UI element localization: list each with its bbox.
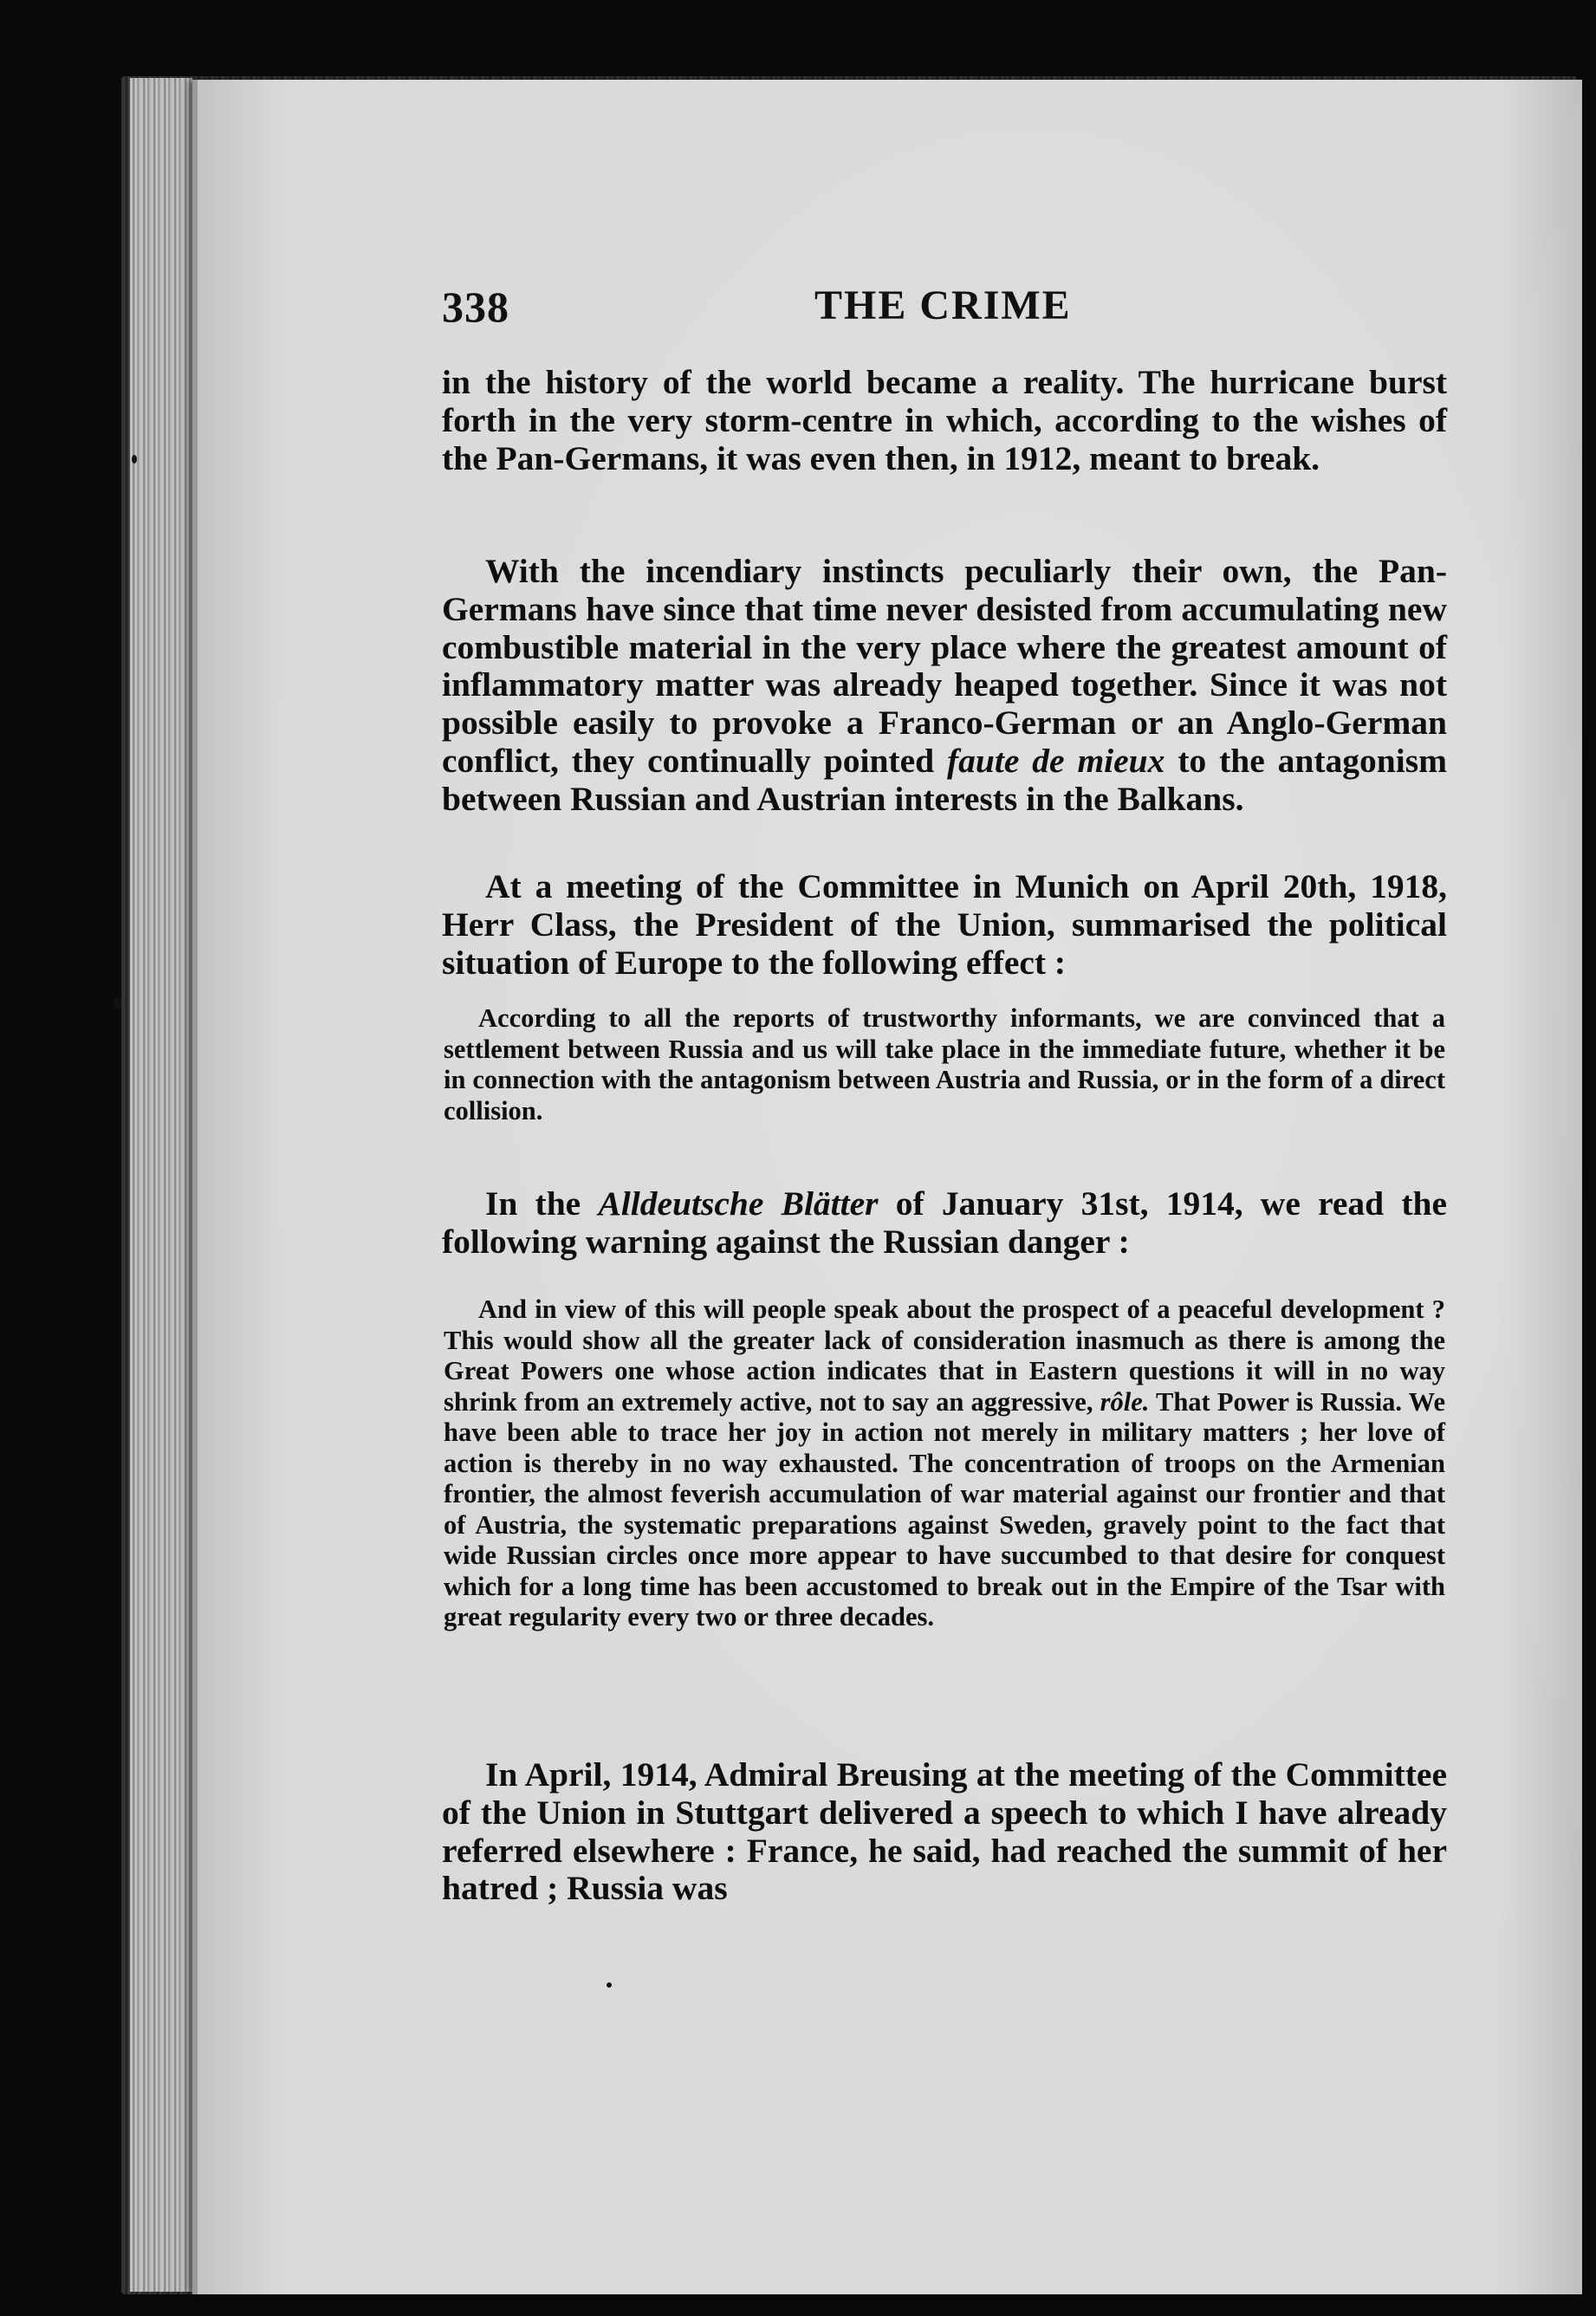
paragraph-4-italic: Alldeutsche Blätter (598, 1184, 879, 1223)
running-head (442, 282, 1447, 342)
scan-speck (113, 996, 121, 1010)
paragraph-2-text: With the incendiary instincts peculiarly their own, the Pan-Germans have since that time never desisted from accumulating new combustible material in the very place where the greatest amount of inflammatory matter was already heaped together. Since it was not possible easily to provoke a Franco-German or an Anglo-German conflict, they continually pointed (442, 552, 1447, 780)
paragraph-breusing (442, 1756, 1447, 1908)
paragraph-2 (442, 553, 1447, 819)
running-title: THE CRIME (814, 282, 1072, 328)
quotation-2-italic: rôle. (1100, 1386, 1150, 1417)
paragraph-incendiary (442, 553, 1447, 819)
page-edges (130, 78, 192, 2292)
paragraph-2-end: to the antagonism between Russian and Austrian interests in the Balkans. (442, 741, 1448, 818)
page-number: 338 (442, 282, 509, 331)
paragraph-4 (442, 1185, 1447, 1262)
paragraph-continuation (442, 364, 1447, 477)
scan-speck (132, 455, 137, 464)
paragraph-alldeutsche (442, 1185, 1447, 1262)
quotation-1 (442, 1003, 1447, 1126)
paragraph-2-italic: faute de mieux (947, 741, 1165, 780)
paragraph-1: in the history of the world became a reality. The hurricane burst forth in the very storm-centre in which, according to the wishes of the Pan-Germans, it was even then, in 1912, meant to break. (442, 363, 1447, 477)
paragraph-meeting (442, 868, 1447, 982)
paragraph-3: At a meeting of the Committee in Munich on April 20th, 1918, Herr Class, the President of the Union, summarised the political situation of Europe to the following effect : (442, 867, 1447, 982)
quotation-2-text (442, 1294, 1447, 1633)
quotation-2 (442, 1294, 1447, 1633)
paragraph-4-end: of January 31st, 1914, we read the following warning against the Russian danger : (442, 1184, 1448, 1261)
quotation-2-start: And in view of this will people speak about the prospect of a peaceful development ? This would show all the greater lack of consideration inasmuch as there is among the Great Powers one whose action indicates that in Eastern questions it will in no way shrink from an extremely active, not to say an aggressive, (444, 1294, 1445, 1417)
paragraph-4-start: In the (485, 1184, 581, 1223)
quotation-1-text: According to all the reports of trustworthy informants, we are convinced that a settlement between Russia and us will take place in the immediate future, whether it be in connection with the antagonism between Austria and Russia, or in the form of a direct collision. (444, 1003, 1445, 1126)
paragraph-5: In April, 1914, Admiral Breusing at the meeting of the Committee of the Union in Stuttgart delivered a speech to which I have already referred elsewhere : France, he said, had reached the summit of her hatred ; Russia was (442, 1755, 1447, 1908)
quotation-2-end: That Power is Russia. We have been able to trace her joy in action not merely in military matters ; her love of action is thereby in no way exhausted. The concentration of troops on the Armenian frontier, the almost feverish accumulation of war material against our frontier and that of Austria, the systematic preparations against Sweden, gravely point to the fact that wide Russian circles once more appear to have succumbed to that desire for conquest which for a long time has been accustomed to break out in the Empire of the Tsar with great regularity every two or three decades. (444, 1386, 1446, 1632)
scan-speck (607, 1982, 612, 1988)
